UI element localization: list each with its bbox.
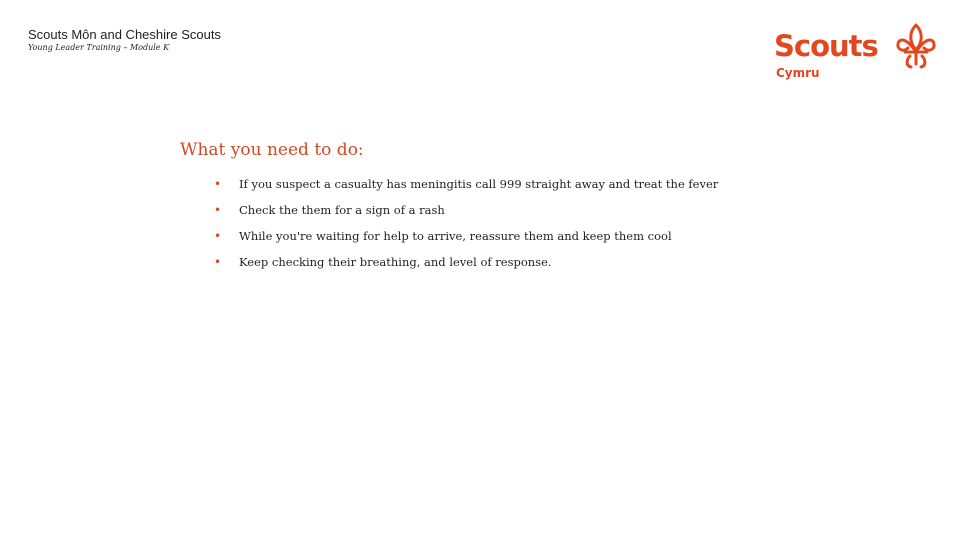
- bullet-text: While you're waiting for help to arrive, reassure them and keep them cool: [239, 229, 672, 243]
- bullet-text: If you suspect a casualty has meningitis call 999 straight away and treat the fever: [239, 177, 719, 191]
- bullet-icon: •: [214, 203, 222, 217]
- bullet-text: Check the them for a sign of a rash: [239, 203, 445, 217]
- content-heading: What you need to do:: [180, 140, 364, 160]
- logo-wordmark: Scouts: [774, 29, 878, 63]
- bullet-icon: •: [214, 229, 222, 243]
- logo-subtitle: Cymru: [776, 66, 820, 80]
- bullet-icon: •: [214, 177, 222, 191]
- header-subtitle: Young Leader Training – Module K: [28, 43, 170, 52]
- header-title: Scouts Môn and Cheshire Scouts: [28, 27, 221, 42]
- bullet-text: Keep checking their breathing, and level of response.: [239, 255, 552, 269]
- scouts-cymru-logo: [772, 22, 938, 84]
- bullet-icon: •: [214, 255, 222, 269]
- fleur-de-lis-icon: [896, 22, 936, 70]
